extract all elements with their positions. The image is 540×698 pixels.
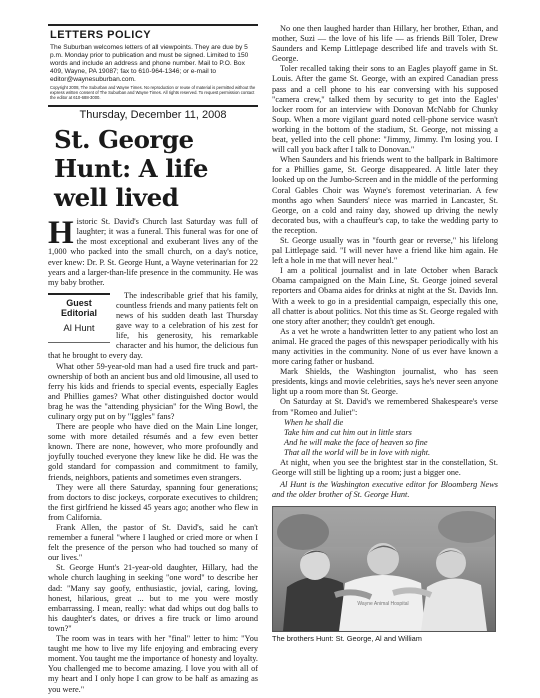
shirt-text: Wayne Animal Hospital xyxy=(357,601,409,608)
letters-policy-body: The Suburban welcomes letters of all viewpoints. They are due by 5 p.m. Monday prior to publication and must be signed. Limited to 150 words and include an address and phone number. Mail to P.O. Box 409, Wayne, PA 19087; fax to 610-964-1346; or e-mail to editor@waynesuburban.com. xyxy=(50,44,249,84)
article-paragraph: I am a political journalist and in late October when Barack Obama campaigned on the Main Line, St. George joined several reporters and Obama aides for drinks at night at the St. Davids Inn. With a week to go in a presidential campaign, especially this one, all chatter is about politics. Not this time as St. George regaled with one story after another; they couldn't get enough. xyxy=(272,266,498,326)
article-paragraph: Frank Allen, the pastor of St. David's, said he can't remember a funeral "where I laughed or cried more or when I felt the presence of the person who had touched so many of our lives." xyxy=(48,523,258,563)
article-paragraph: Mark Shields, the Washington journalist, who has seen presidents, kings and movie celebrities, says he's never seen anyone light up a room more than St. George. xyxy=(272,367,498,397)
poem-line: And he will make the face of heaven so fine xyxy=(284,437,428,447)
guest-editorial-box xyxy=(48,293,110,343)
byline-author: Al Hunt xyxy=(63,322,95,334)
article-paragraph: At night, when you see the brightest star in the constellation, St. George will still be lighting up a room; just a bigger one. xyxy=(272,458,498,478)
article-paragraph: What other 59-year-old man had a used fire truck and part-ownership of both an ancient bus and old limousine, all used to ferry his kids and friends to special events, especially Eagles and Phillies games? What other distinguished doctor would brag he was the "attending physician" for the Wing Bowl, the culinary orgy put on by "Iggles" fans? xyxy=(48,361,258,421)
poem-quote xyxy=(272,418,498,458)
article-body-right xyxy=(272,24,498,500)
right-column xyxy=(272,24,498,643)
brothers-photo xyxy=(272,506,496,632)
letters-policy-box xyxy=(48,24,258,101)
article-paragraph: St. George usually was in "fourth gear or reverse," his lifelong pal Littlepage said. "I will never have a friend like him again. He left a hole in me that will never heal." xyxy=(272,235,498,266)
article-paragraph: The room was in tears with her "final" letter to him: "You taught me how to live my life enjoying and embracing every moment. You taught me the importance of honesty and loyalty. You challenged me to become amazing. I love you with all of my heart and I only hope I can grow to be half as amazing as you were." xyxy=(48,634,258,694)
guest-editorial-row xyxy=(48,291,258,362)
lead-paragraph xyxy=(48,217,258,288)
article-paragraph: Toler recalled taking their sons to an Eagles playoff game in St. Louis. After the game St. George, with an expired Canadian press pass and a cell phone to his ear conversing with his supposed "camera crew," talked them by security to get into the Eagles' locker room for an interview with Donovan McNabb for Chunky Soup. When a more vigilant guard noted cell-phone service wasn't working in the bottom of the stadium, St. George, not missing a beat, yelled into the cell phone: "Jimmy, Jimmy. I'm losing you. I will call you back after I talk to Donovan." xyxy=(272,64,498,155)
article-body-left xyxy=(48,217,258,694)
guest-box-rule xyxy=(48,342,110,343)
headline: St. George Hunt: A life well lived xyxy=(54,125,208,213)
letters-policy-title: LETTERS POLICY xyxy=(50,29,152,41)
guest-editorial-label: Guest Editorial xyxy=(60,297,97,319)
article-paragraph: St. George Hunt's 21-year-old daughter, Hillary, had the whole church laughing in seeking "one word" to describe her dad: "Many say goofy, enthusiastic, jovial, caring, loving, honest, hilarious, great ... but to me you were mostly embarrassing. I mean, really: what dad whips out dog balls to his daughter's dates, or drives a fire truck or limo around town?" xyxy=(48,563,258,633)
article-paragraph: The indescribable grief that his family, countless friends and many patients felt on news of his sudden death last Thursday gave way to a celebration of his zest for life, his generosity, his remarkable character and his humor, the delicious fun that he brought to every day. xyxy=(48,290,258,361)
lead-text: istoric St. David's Church last Saturday was full of laughter; it was a funeral. This funeral was for one of the most exceptional and exuberant lives any of the 1,000 who packed into the small church, on a day's notice, ever knew: Dr. P. St. George Hunt, a Wayne veterinarian for 22 years and a larger-than-life presence in the community. He was my baby brother. xyxy=(48,217,258,287)
article-paragraph: On Saturday at St. David's we remembered Shakespeare's verse from "Romeo and Juliet": xyxy=(272,397,498,417)
article-paragraph: They were all there Saturday, spanning four generations; from doctors to disc jockeys, corporate executives to children; the first girlfriend he kissed 45 years ago; another who flew in from California. xyxy=(48,482,258,522)
article-paragraph: No one then laughed harder than Hillary, her brother, Ethan, and mother, Suzi — the love of his life — as friends Bill Toler, Drew Saunders and Kemp Littlepage described life and travels with St. George. xyxy=(272,24,498,64)
article-paragraph: As a vet he wrote a handwritten letter to any patient who lost an animal. He graced the pages of this newspaper periodically with his many activities in the community. None of us ever have known a more caring father or husband. xyxy=(272,326,498,367)
article-paragraph: There are people who have died on the Main Line longer, some with more detailed résumés and a few even better known. There are none, however, who more profoundly and joyfully touched everyone they knew like he did. He was the gold standard for compassion and commitment to family, friends, neighbors, patients and sometimes even strangers. xyxy=(48,422,258,482)
poem-line: When he shall die xyxy=(284,417,344,427)
letters-policy-fine-print: Copyright 2008, The Suburban and Wayne Times. No reproduction or reuse of material is permitted without the express written consent of The Suburban and Wayne Times. All rights reserved. To request permission contact the editor at 610-688-3000. xyxy=(50,85,256,101)
dateline: Thursday, December 11, 2008 xyxy=(48,105,258,121)
left-column xyxy=(48,24,258,695)
author-bio: Al Hunt is the Washington executive editor for Bloomberg News and the older brother of St. George Hunt. xyxy=(272,480,498,500)
article-paragraph: When Saunders and his friends went to the ballpark in Baltimore for a Phillies game, St. George disappeared. A little later they looked up on the Jumbo-Screen and in the middle of the performing Coral Gables Choir was Wayne's foremost veterinarian. A few months ago when Saunders' niece was married in Lancaster, St. George, on a cold and rainy day, showed up driving the newly decorated bus, with a chauffeur's cap, to take the wedding party to the reception. xyxy=(272,155,498,235)
poem-line: Take him and cut him out in little stars xyxy=(284,427,412,437)
drop-cap: H xyxy=(48,215,74,252)
poem-line: That all the world will be in love with night. xyxy=(284,447,431,457)
photo-caption: The brothers Hunt: St. George, Al and William xyxy=(272,634,422,644)
photo-illustration xyxy=(273,507,495,631)
